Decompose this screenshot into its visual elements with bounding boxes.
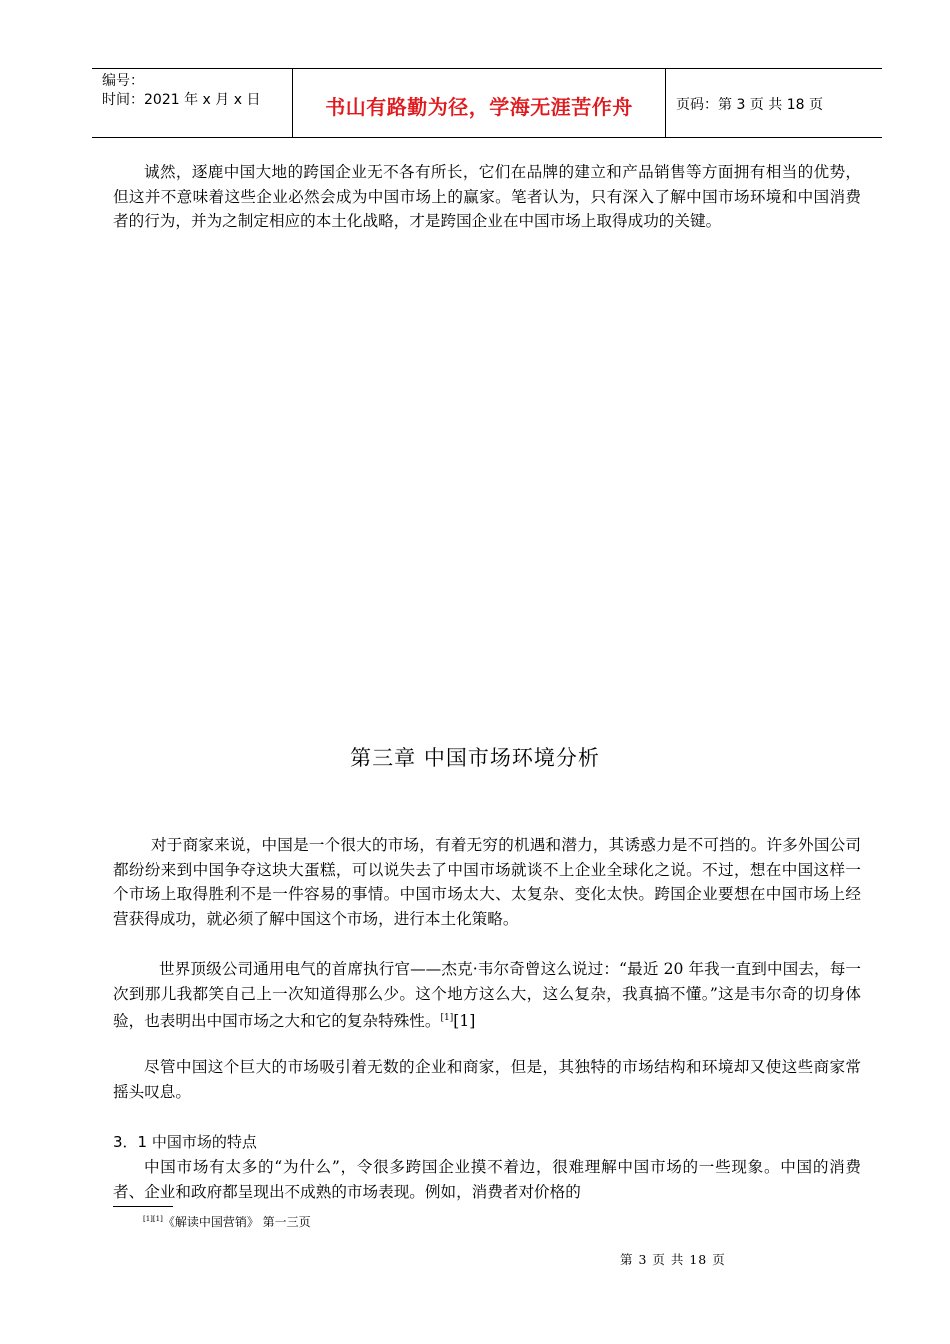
motto-text: 书山有路勤为径，学海无涯苦作舟 <box>325 95 633 119</box>
page-header <box>92 68 882 138</box>
reference-marker: [1] <box>453 1012 476 1031</box>
page-footer: 第 3 页 共 18 页 <box>620 1252 726 1267</box>
footnote-marker[interactable]: [1] <box>440 1013 454 1024</box>
paragraph-market-features: 中国市场有太多的“为什么”，令很多跨国企业摸不着边，很难理解中国市场的一些现象。中国的消费者、企业和政府都呈现出不成熟的市场表现。例如，消费者对价格的 <box>113 1158 861 1201</box>
intro-paragraph: 诚然，逐鹿中国大地的跨国企业无不各有所长，它们在品牌的建立和产品销售等方面拥有相当的优势，但这并不意味着这些企业必然会成为中国市场上的赢家。笔者认为，只有深入了解中国市场环境和中国消费者的行为，并为之制定相应的本土化战略，才是跨国企业在中国市场上取得成功的关键。 <box>113 163 861 231</box>
footnote-divider <box>113 1206 173 1207</box>
footnote-text: 《解读中国营销》 第一三页 <box>162 1215 311 1229</box>
number-label: 编号： <box>102 73 144 89</box>
time-label: 时间：2021 年 x 月 x 日 <box>102 92 261 108</box>
header-meta-cell <box>92 69 293 137</box>
footnote-mark: [1][1] <box>143 1215 163 1223</box>
header-motto-cell <box>293 69 666 137</box>
header-page-cell <box>666 69 882 137</box>
page-number-label: 页码：第 3 页 共 18 页 <box>676 97 823 113</box>
paragraph-market-structure: 尽管中国这个巨大的市场吸引着无数的企业和商家，但是，其独特的市场结构和环境却又使这些商家常摇头叹息。 <box>113 1058 861 1101</box>
footnote <box>143 1213 311 1230</box>
paragraph-market-overview: 对于商家来说，中国是一个很大的市场，有着无穷的机遇和潜力，其诱惑力是不可挡的。许多外国公司都纷纷来到中国争夺这块大蛋糕，可以说失去了中国市场就谈不上企业全球化之说。不过，想在中国这样一个市场上取得胜利不是一件容易的事情。中国市场太大、太复杂、变化太快。跨国企业要想在中国市场上经营获得成功，就必须了解中国这个市场，进行本土化策略。 <box>113 836 861 928</box>
chapter-title: 第三章 中国市场环境分析 <box>350 746 600 770</box>
paragraph-welch-quote <box>113 957 861 1034</box>
section-title: 3．1 中国市场的特点 <box>113 1133 257 1151</box>
welch-quote-text: 世界顶级公司通用电气的首席执行官——杰克·韦尔奇曾这么说过：“最近 20 年我一直到中国去，每一次到那儿我都笑自己上一次知道得那么少。这个地方这么大，这么复杂，我真搞不懂。”这是韦尔奇的切身体验，也表明出中国市场之大和它的复杂特殊性。 <box>113 960 861 1031</box>
